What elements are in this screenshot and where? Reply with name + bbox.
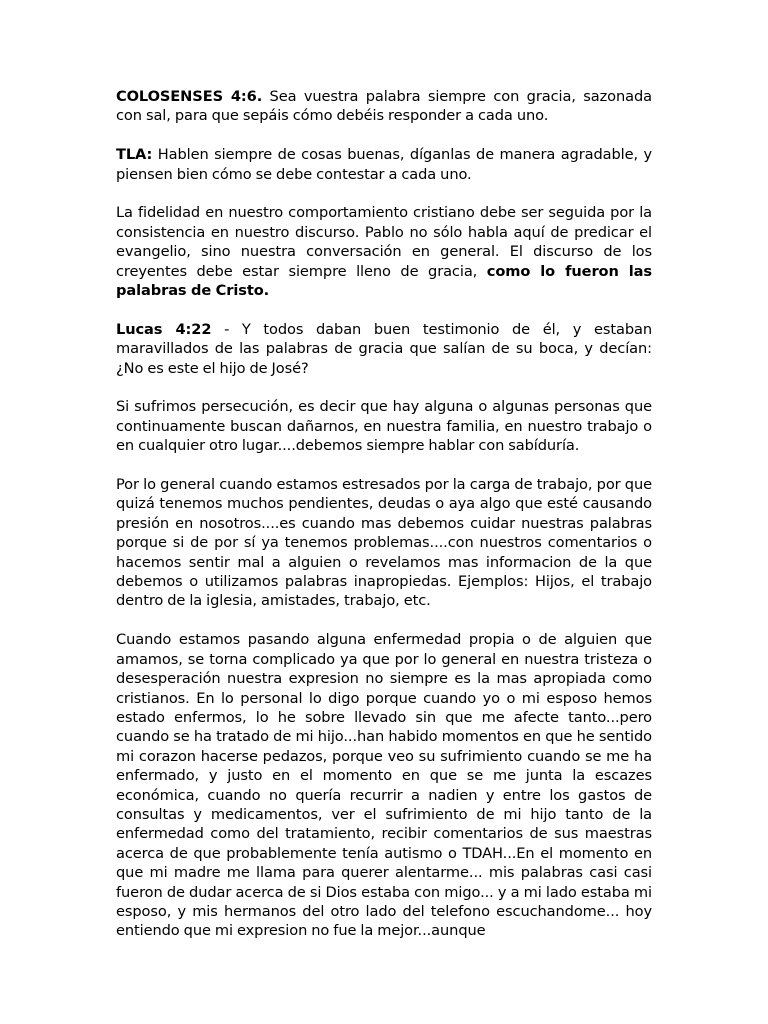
emphasis-text: como lo fueron las palabras de Cristo. bbox=[116, 262, 652, 300]
paragraph-text: - Y todos daban buen testimonio de él, y estaban maravillados de las palabras de gracia que salían de su boca, y decían: ¿No es este el hijo de José? bbox=[116, 320, 652, 377]
paragraph-text: La fidelidad en nuestro comportamiento cristiano debe ser seguida por la consistencia en nuestro discurso. Pablo no sólo habla aquí de predicar el evangelio, sino nuestra conversación en general. El discurso de los creyentes debe estar siempre lleno de gracia, bbox=[116, 204, 652, 280]
document-body bbox=[116, 87, 652, 960]
paragraph-estres bbox=[116, 475, 652, 611]
paragraph-persecucion bbox=[116, 397, 652, 455]
paragraph-fidelidad bbox=[116, 203, 652, 300]
paragraph-text: Si sufrimos persecución, es decir que hay alguna o algunas personas que continuamente buscan dañarnos, en nuestra familia, en nuestro trabajo o en cualquier otro lugar....debemos siempre hablar con sabíduría. bbox=[116, 398, 652, 455]
paragraph-text: Hablen siempre de cosas buenas, díganlas de manera agradable, y piensen bien cómo se debe contestar a cada uno. bbox=[116, 146, 652, 183]
paragraph-tla bbox=[116, 145, 652, 184]
paragraph-text: Sea vuestra palabra siempre con gracia, sazonada con sal, para que sepáis cómo debéis responder a cada uno. bbox=[116, 88, 652, 125]
verse-reference: Lucas 4:22 bbox=[116, 320, 212, 338]
paragraph-lucas bbox=[116, 320, 652, 378]
paragraph-enfermedad bbox=[116, 630, 652, 941]
translation-label: TLA: bbox=[116, 146, 153, 164]
paragraph-colosenses bbox=[116, 87, 652, 126]
paragraph-text: Cuando estamos pasando alguna enfermedad propia o de alguien que amamos, se torna complicado ya que por lo general en nuestra tristeza o desesperación nuestra expresion no siempre es la mas apropiada como cristianos. En lo personal lo digo porque cuando yo o mi esposo hemos estado enfermos, lo he sobre llevado sin que me afecte tanto...pero cuando se ha tratado de mi hijo...han habido momentos en que he sentido mi corazon hacerse pedazos, porque veo su sufrimiento cuando se me ha enfermado, y justo en el momento en que se me junta la escazes económica, cuando no quería recurrir a nadien y entre los gastos de consultas y medicamentos, ver el sufrimiento de mi hijo tanto de la enfermedad como del tratamiento, recibir comentarios de sus maestras acerca de que probablemente tenía autismo o TDAH...En el momento en que mi madre me llama para querer alentarme... mis palabras casi casi fueron de dudar acerca de si Dios estaba con migo... y a mi lado estaba mi esposo, y mis hermanos del otro lado del telefono escuchandome... hoy entiendo que mi expresion no fue la mejor...aunque bbox=[116, 631, 652, 940]
verse-reference: COLOSENSES 4:6. bbox=[116, 88, 263, 105]
paragraph-text: Por lo general cuando estamos estresados por la carga de trabajo, por que quizá tenemos muchos pendientes, deudas o aya algo que esté causando presión en nosotros....es cuando mas debemos cuidar nuestras palabras porque si de por sí ya tenemos problemas....con nuestros comentarios o hacemos sentir mal a alguien o revelamos mas informacion de la que debemos o utilizamos palabras inapropiedas. Ejemplos: Hijos, el trabajo dentro de la iglesia, amistades, trabajo, etc. bbox=[116, 476, 652, 610]
